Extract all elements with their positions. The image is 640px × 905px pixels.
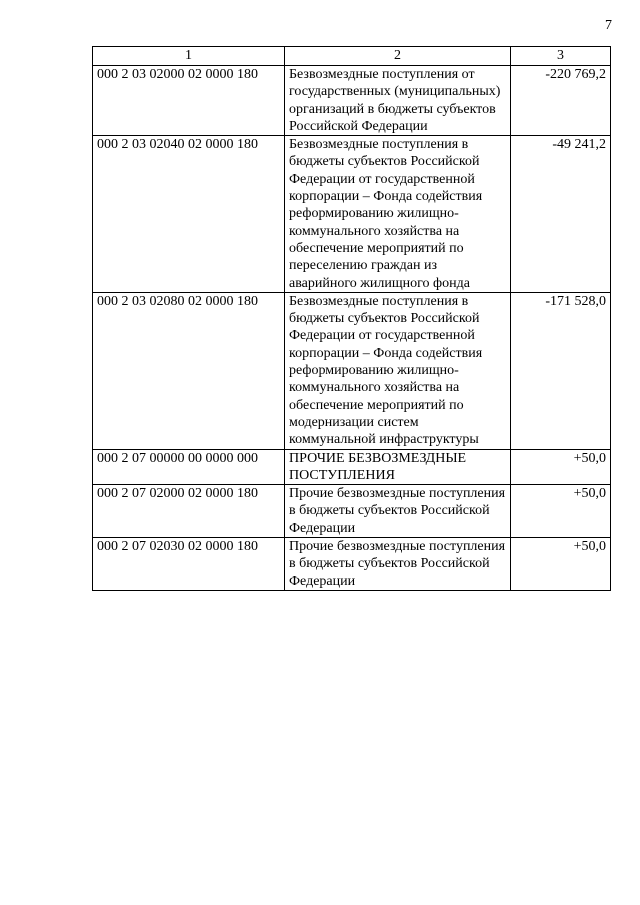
row-code: 000 2 07 02000 02 0000 180: [93, 485, 285, 538]
column-header-amount: 3: [511, 47, 611, 66]
row-name: Прочие безвозмездные поступления в бюджеты субъектов Российской Федерации: [285, 485, 511, 538]
row-amount: -49 241,2: [511, 136, 611, 293]
row-name: Безвозмездные поступления от государственных (муниципальных) организаций в бюджеты субъектов Российской Федерации: [285, 66, 511, 136]
table-row: [93, 449, 611, 485]
row-code: 000 2 07 00000 00 0000 000: [93, 449, 285, 485]
row-amount: +50,0: [511, 449, 611, 485]
row-amount: +50,0: [511, 485, 611, 538]
row-amount: -171 528,0: [511, 292, 611, 449]
row-amount: -220 769,2: [511, 66, 611, 136]
row-name: ПРОЧИЕ БЕЗВОЗМЕЗДНЫЕ ПОСТУПЛЕНИЯ: [285, 449, 511, 485]
row-code: 000 2 07 02030 02 0000 180: [93, 538, 285, 591]
page-number: 7: [605, 18, 612, 33]
row-amount: +50,0: [511, 538, 611, 591]
row-code: 000 2 03 02080 02 0000 180: [93, 292, 285, 449]
table-row: [93, 485, 611, 538]
budget-table: [92, 46, 611, 591]
table-row: [93, 66, 611, 136]
row-name: Безвозмездные поступления в бюджеты субъектов Российской Федерации от государственной корпорации – Фонда содействия реформированию жилищно-коммунального хозяйства на обеспечение мероприятий по переселению граждан из аварийного жилищного фонда: [285, 136, 511, 293]
table-row: [93, 292, 611, 449]
row-code: 000 2 03 02000 02 0000 180: [93, 66, 285, 136]
table-row: [93, 538, 611, 591]
row-code: 000 2 03 02040 02 0000 180: [93, 136, 285, 293]
row-name: Прочие безвозмездные поступления в бюджеты субъектов Российской Федерации: [285, 538, 511, 591]
column-header-code: 1: [93, 47, 285, 66]
table-header-row: [93, 47, 611, 66]
column-header-name: 2: [285, 47, 511, 66]
table-row: [93, 136, 611, 293]
row-name: Безвозмездные поступления в бюджеты субъектов Российской Федерации от государственной корпорации – Фонда содействия реформированию жилищно-коммунального хозяйства на обеспечение мероприятий по модернизации систем коммунальной инфраструктуры: [285, 292, 511, 449]
